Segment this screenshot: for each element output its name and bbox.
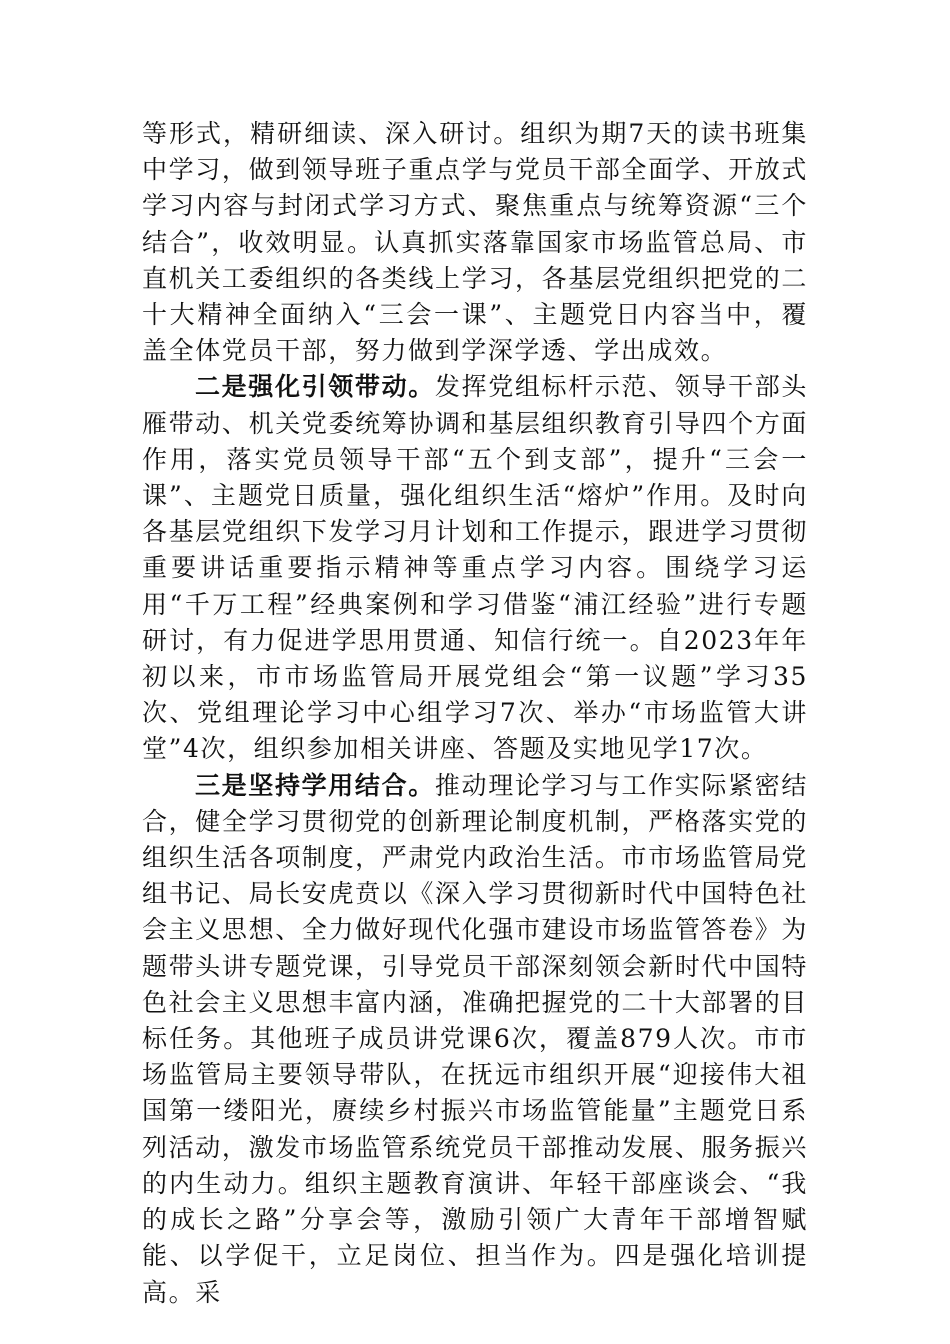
paragraph-3-text: 推动理论学习与工作实际紧密结合，健全学习贯彻党的创新理论制度机制，严格落实党的组织生活各项制度，严肃党内政治生活。市市场监管局党组书记、局长安虎贲以《深入学习贯彻新时代中国特色社会主义思想、全力做好现代化强市建设市场监管答卷》为题带头讲专题党课，引导党员干部深刻领会新时代中国特色社会主义思想丰富内涵，准确把握党的二十大部署的目标任务。其他班子成员讲党课6次，覆盖879人次。市市场监管局主要领导带队，在抚远市组织开展“迎接伟大祖国第一缕阳光，赓续乡村振兴市场监管能量”主题党日系列活动，激发市场监管系统党员干部推动发展、服务振兴的内生动力。组织主题教育演讲、年轻干部座谈会、“我的成长之路”分享会等，激励引领广大青年干部增智赋能、以学促干，立足岗位、担当作为。四是强化培训提高。采 (142, 770, 808, 1307)
paragraph-1-text: 等形式，精研细读、深入研讨。组织为期7天的读书班集中学习，做到领导班子重点学与党员干部全面学、开放式学习内容与封闭式学习方式、聚焦重点与统筹资源“三个结合”，收效明显。认真抓实落靠国家市场监管总局、市直机关工委组织的各类线上学习，各基层党组织把党的二十大精神全面纳入“三会一课”、主题党日内容当中，覆盖全体党员干部，努力做到学深学透、学出成效。 (142, 119, 808, 366)
paragraph-3-heading: 三是坚持学用结合。 (195, 770, 435, 800)
document-body (142, 116, 808, 1311)
paragraph-1 (142, 116, 808, 369)
paragraph-2 (142, 369, 808, 767)
paragraph-2-text: 发挥党组标杆示范、领导干部头雁带动、机关党委统筹协调和基层组织教育引导四个方面作用，落实党员领导干部“五个到支部”，提升“三会一课”、主题党日质量，强化组织生活“熔炉”作用。及时向各基层党组织下发学习月计划和工作提示，跟进学习贯彻重要讲话重要指示精神等重点学习内容。围绕学习运用“千万工程”经典案例和学习借鉴“浦江经验”进行专题研讨，有力促进学思用贯通、知信行统一。自2023年年初以来，市市场监管局开展党组会“第一议题”学习35次、党组理论学习中心组学习7次、举办“市场监管大讲堂”4次，组织参加相关讲座、答题及实地见学17次。 (142, 372, 808, 764)
paragraph-3 (142, 768, 808, 1311)
paragraph-2-heading: 二是强化引领带动。 (195, 372, 435, 402)
